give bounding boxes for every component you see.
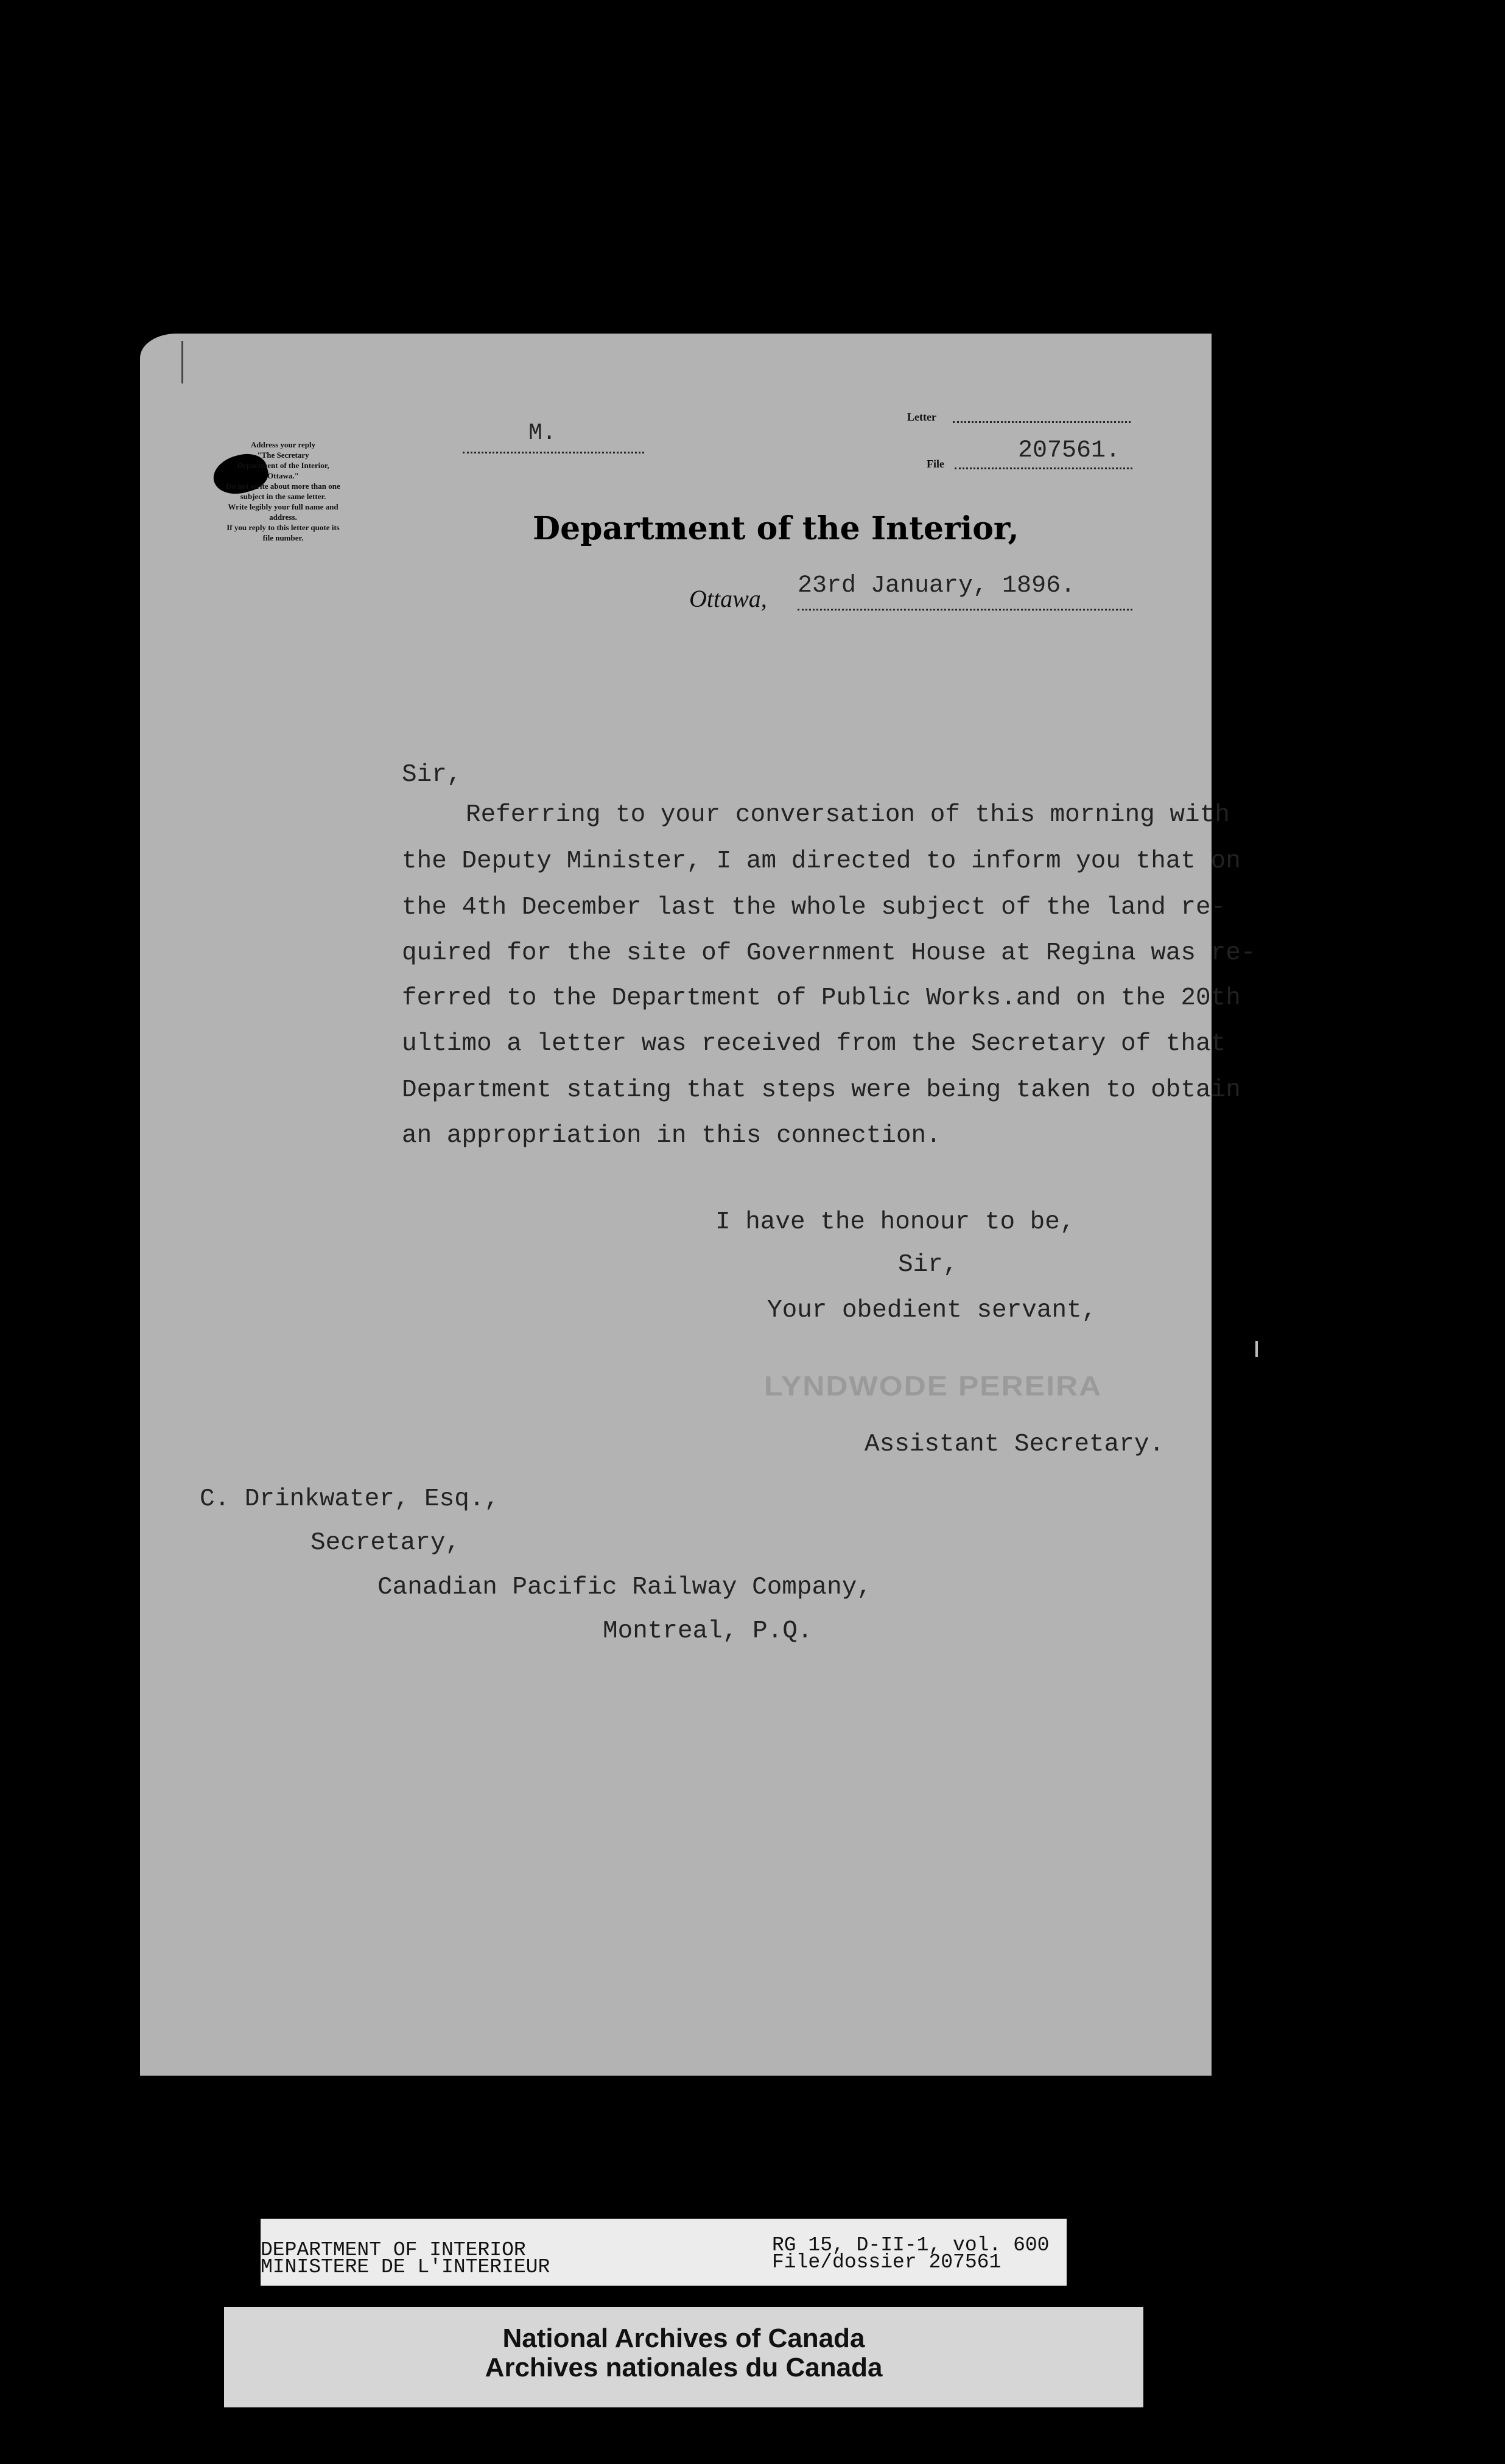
date-line bbox=[798, 609, 1132, 611]
instruction-line: file number. bbox=[262, 533, 304, 542]
signer-title: Assistant Secretary. bbox=[865, 1430, 1165, 1458]
ottawa-label: Ottawa, bbox=[689, 585, 767, 612]
fold-mark bbox=[181, 341, 183, 383]
instruction-line: Address your reply bbox=[250, 440, 316, 449]
instruction-line: Do not write about more than one bbox=[226, 481, 340, 491]
closing-line: I have the honour to be, bbox=[715, 1208, 1075, 1236]
archive-label bbox=[261, 2219, 1067, 2286]
instruction-line: If you reply to this letter quote its bbox=[226, 523, 340, 532]
dept-fr: MINISTERE DE L'INTERIEUR bbox=[261, 2256, 550, 2278]
letter-line bbox=[953, 421, 1131, 423]
salutation: Sir, bbox=[402, 761, 462, 789]
addressee-line: Secretary, bbox=[310, 1529, 461, 1557]
instruction-line: "The Secretary bbox=[257, 450, 309, 460]
closing-line: Your obedient servant, bbox=[767, 1297, 1097, 1325]
letter-date: 23rd January, 1896. bbox=[798, 572, 1076, 600]
department-heading: Department of the Interior, bbox=[533, 510, 1019, 547]
margin-mark bbox=[1255, 1341, 1258, 1357]
m-line bbox=[463, 452, 644, 453]
signature-stamp: LYNDWODE PEREIRA bbox=[764, 1370, 1103, 1402]
file-number: 207561. bbox=[1018, 437, 1121, 464]
body-line: ferred to the Department of Public Works.and on the 20th bbox=[402, 984, 1241, 1012]
closing-line: Sir, bbox=[898, 1251, 958, 1279]
file-line bbox=[955, 467, 1132, 469]
dept-en: DEPARTMENT OF INTERIOR bbox=[261, 2239, 526, 2261]
reply-instructions bbox=[189, 439, 377, 543]
body-line: the 4th December last the whole subject of the land re- bbox=[402, 894, 1226, 922]
instruction-line: subject in the same letter. bbox=[240, 492, 326, 501]
addressee-line: Canadian Pacific Railway Company, bbox=[377, 1573, 872, 1601]
instruction-line: Ottawa." bbox=[267, 471, 299, 480]
body-line: Department stating that steps were being taken to obtain bbox=[402, 1076, 1241, 1104]
archives-name-fr: Archives nationales du Canada bbox=[485, 2353, 883, 2382]
instruction-line: address. bbox=[269, 513, 297, 522]
addressee-line: C. Drinkwater, Esq., bbox=[200, 1485, 500, 1513]
instruction-line: Department of the Interior, bbox=[237, 461, 329, 470]
body-line: ultimo a letter was received from the Secretary of that bbox=[402, 1030, 1226, 1058]
body-line: Referring to your conversation of this morning with bbox=[466, 801, 1230, 829]
body-line: an appropriation in this connection. bbox=[402, 1122, 941, 1150]
addressee-line: Montreal, P.Q. bbox=[603, 1617, 813, 1645]
archives-footer bbox=[224, 2307, 1143, 2407]
file-label: File bbox=[927, 458, 944, 470]
archives-name-en: National Archives of Canada bbox=[502, 2323, 865, 2353]
body-line: the Deputy Minister, I am directed to inform you that on bbox=[402, 847, 1241, 875]
letter-label: Letter bbox=[907, 411, 936, 423]
archive-file-ref: File/dossier 207561 bbox=[772, 2251, 1002, 2273]
body-line: quired for the site of Government House at Regina was re- bbox=[402, 939, 1256, 967]
instruction-line: Write legibly your full name and bbox=[228, 502, 339, 511]
m-mark: M. bbox=[528, 420, 556, 446]
archive-reference: RG 15, D-II-1, vol. 600 bbox=[772, 2234, 1050, 2256]
